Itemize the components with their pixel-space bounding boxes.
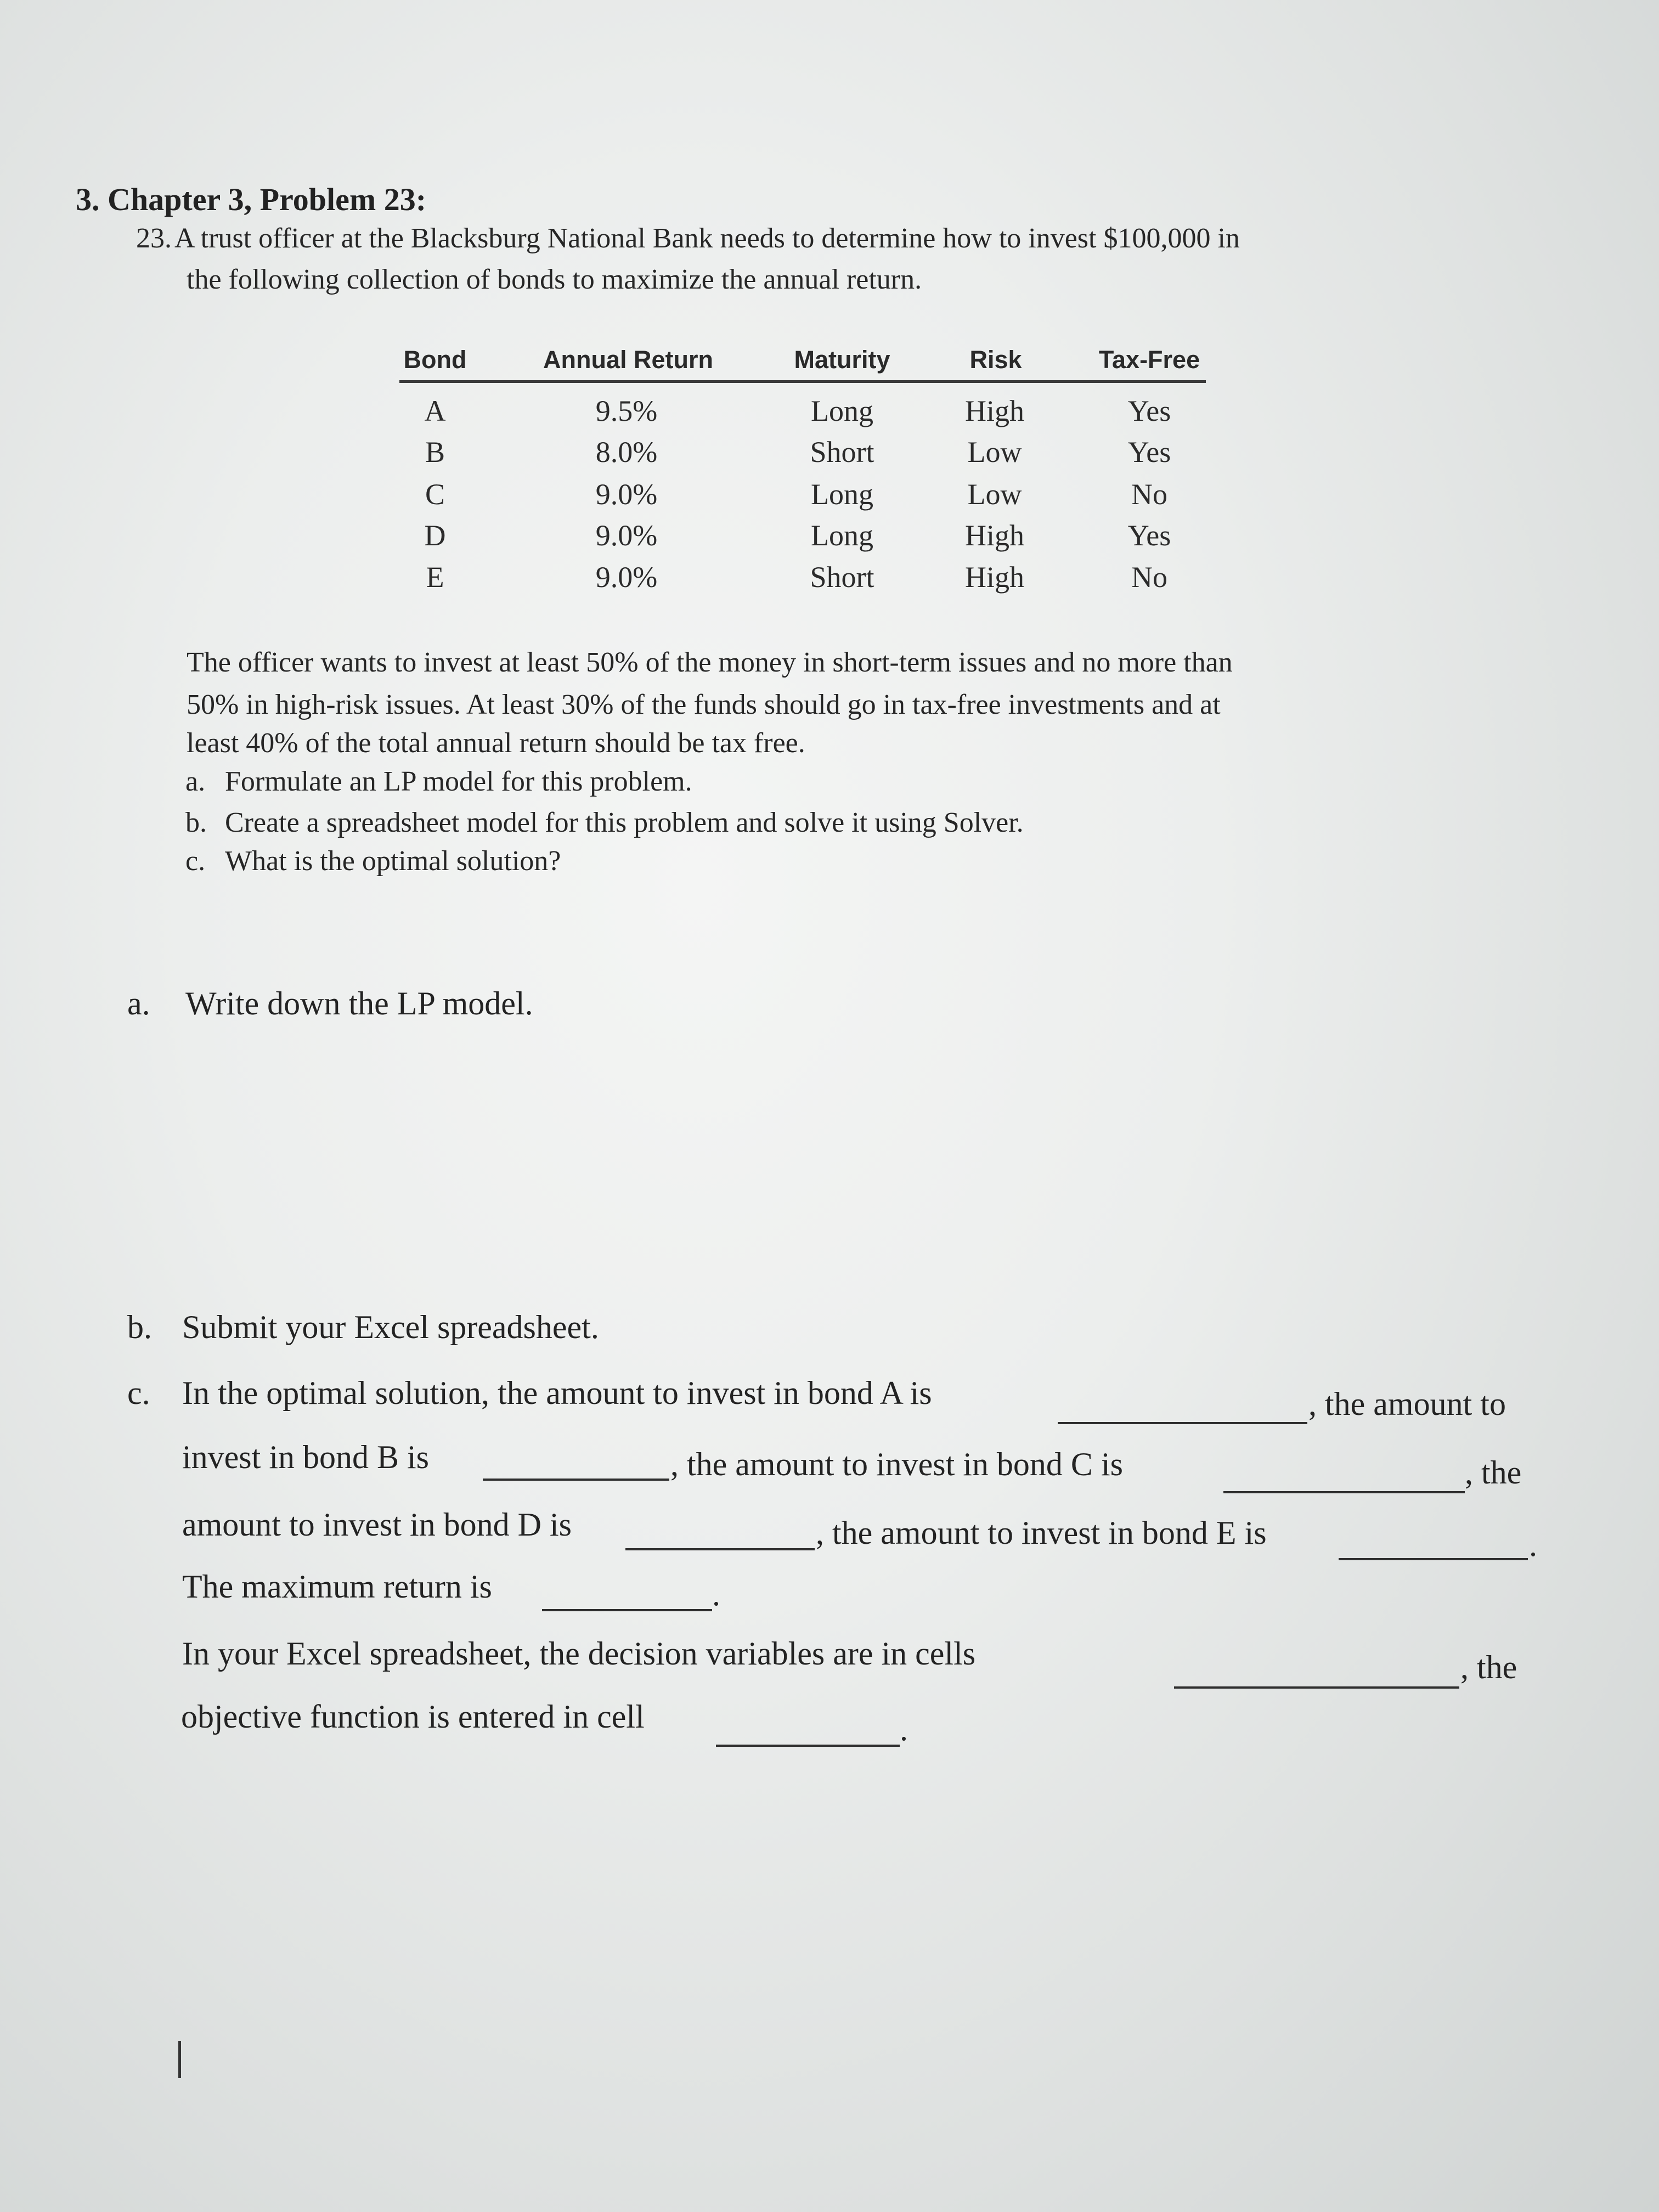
table-header-rule: [399, 380, 1206, 383]
table-cell-annual-return: 9.0%: [595, 519, 658, 552]
table-cell-risk: Low: [967, 478, 1022, 511]
bond-d-amount-blank[interactable]: [625, 1548, 815, 1550]
problem-part-label: c.: [185, 845, 206, 877]
objective-function-cell-blank[interactable]: [716, 1745, 900, 1747]
problem-part-label: a.: [185, 766, 206, 797]
table-cell-bond: A: [424, 394, 446, 427]
table-cell-maturity: Short: [810, 561, 874, 594]
answer-c-line-3a: amount to invest in bond D is: [182, 1506, 572, 1543]
table-cell-annual-return: 8.0%: [595, 436, 658, 469]
bond-e-amount-blank[interactable]: [1339, 1558, 1528, 1560]
table-cell-risk: High: [965, 561, 1024, 594]
table-cell-annual-return: 9.5%: [595, 394, 658, 427]
table-cell-maturity: Long: [811, 394, 873, 427]
answer-a-prompt: Write down the LP model.: [185, 985, 533, 1022]
answer-c-line-4: The maximum return is: [182, 1568, 492, 1605]
table-cell-bond: B: [425, 436, 445, 469]
table-cell-risk: High: [965, 519, 1024, 552]
constraints-line-3: least 40% of the total annual return should be tax free.: [187, 727, 805, 759]
bond-a-amount-blank[interactable]: [1058, 1422, 1307, 1424]
answer-c-line-3b: , the amount to invest in bond E is: [816, 1515, 1267, 1551]
problem-statement-line-1: A trust officer at the Blacksburg National Bank needs to determine how to invest $100,000 in: [174, 223, 1240, 254]
problem-part-text: What is the optimal solution?: [225, 845, 561, 877]
bond-c-amount-blank[interactable]: [1223, 1491, 1465, 1493]
table-header-maturity: Maturity: [794, 346, 890, 374]
problem-part-label: b.: [185, 807, 207, 838]
table-header-annual-return: Annual Return: [543, 346, 713, 374]
table-cell-tax-free: No: [1131, 561, 1167, 594]
answer-b-label: b.: [127, 1309, 152, 1345]
maximum-return-blank[interactable]: [542, 1609, 712, 1611]
answer-c-line-5-tail: , the: [1460, 1649, 1517, 1685]
answer-a-label: a.: [127, 985, 150, 1022]
table-header-risk: Risk: [969, 346, 1022, 374]
table-header-tax-free: Tax-Free: [1098, 346, 1200, 374]
question-heading: 3. Chapter 3, Problem 23:: [76, 182, 427, 217]
answer-c-line-6: objective function is entered in cell: [181, 1699, 645, 1735]
answer-c-line-2b: , the amount to invest in bond C is: [670, 1446, 1123, 1482]
constraints-line-2: 50% in high-risk issues. At least 30% of the funds should go in tax-free investments and at: [187, 689, 1221, 720]
table-cell-tax-free: Yes: [1127, 436, 1171, 469]
table-cell-tax-free: No: [1131, 478, 1167, 511]
table-cell-tax-free: Yes: [1127, 394, 1171, 427]
answer-c-line-2-tail: , the: [1465, 1454, 1522, 1491]
bond-b-amount-blank[interactable]: [483, 1479, 669, 1481]
table-cell-risk: Low: [967, 436, 1022, 469]
constraints-line-1: The officer wants to invest at least 50% of the money in short-term issues and no more than: [187, 647, 1233, 678]
table-cell-maturity: Long: [811, 478, 873, 511]
table-cell-annual-return: 9.0%: [595, 478, 658, 511]
table-cell-bond: E: [426, 561, 444, 594]
answer-b-prompt: Submit your Excel spreadsheet.: [182, 1309, 599, 1345]
table-cell-bond: D: [424, 519, 446, 552]
decision-variable-cells-blank[interactable]: [1174, 1686, 1459, 1689]
table-cell-bond: C: [425, 478, 445, 511]
answer-c-line-1: In the optimal solution, the amount to invest in bond A is: [182, 1375, 932, 1411]
problem-number: 23.: [136, 223, 172, 254]
problem-part-text: Formulate an LP model for this problem.: [225, 766, 692, 797]
table-cell-annual-return: 9.0%: [595, 561, 658, 594]
answer-c-label: c.: [127, 1375, 150, 1411]
answer-c-line-1-tail: , the amount to: [1308, 1386, 1506, 1422]
answer-c-line-3-end: .: [1529, 1527, 1537, 1563]
answer-c-line-5: In your Excel spreadsheet, the decision variables are in cells: [182, 1635, 976, 1672]
problem-statement-line-2: the following collection of bonds to maximize the annual return.: [187, 264, 922, 295]
table-cell-risk: High: [965, 394, 1024, 427]
table-header-bond: Bond: [403, 346, 467, 374]
table-cell-maturity: Short: [810, 436, 874, 469]
answer-c-line-6-end: .: [900, 1711, 908, 1747]
table-cell-tax-free: Yes: [1127, 519, 1171, 552]
table-cell-maturity: Long: [811, 519, 873, 552]
answer-c-line-4-end: .: [712, 1576, 720, 1612]
problem-part-text: Create a spreadsheet model for this problem and solve it using Solver.: [225, 807, 1024, 838]
answer-c-line-2a: invest in bond B is: [182, 1439, 430, 1475]
text-cursor-mark: [178, 2041, 181, 2078]
